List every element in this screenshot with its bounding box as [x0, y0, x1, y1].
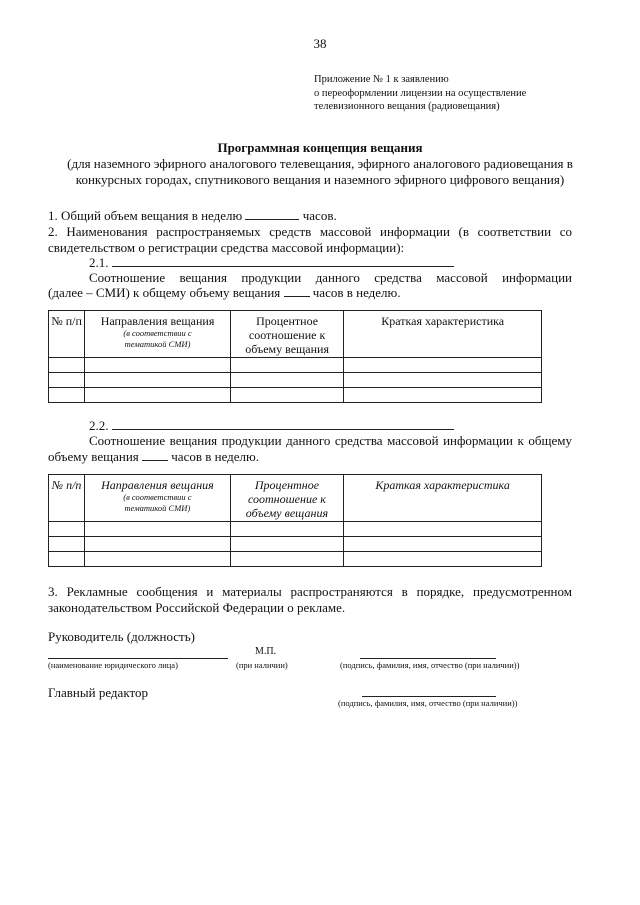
header-direction-note: (в соответствии с тематикой СМИ) — [123, 328, 192, 349]
section-1-volume — [48, 208, 337, 224]
table-row — [49, 358, 542, 373]
head-label: Руководитель (должность) — [48, 629, 195, 644]
header-description: Краткая характеристика — [344, 311, 542, 358]
cell-empty[interactable] — [49, 552, 85, 567]
cell-empty[interactable] — [344, 373, 542, 388]
header-direction — [85, 475, 230, 522]
item-2-2-number: 2.2. — [89, 418, 109, 433]
document-title: Программная концепция вещания — [217, 140, 423, 155]
cell-empty[interactable] — [85, 373, 231, 388]
legal-entity-field[interactable] — [48, 658, 228, 659]
hours-per-week-field[interactable] — [245, 208, 299, 220]
hours-field-2-2[interactable] — [142, 449, 168, 461]
table-row — [49, 552, 542, 567]
header-description: Краткая характеристика — [344, 475, 542, 522]
table-row — [49, 537, 542, 552]
subtitle-line-1: (для наземного эфирного аналогового телевещания, эфирного аналогового радиовещания в — [67, 156, 573, 171]
item-2-2-ratio-prefix: объему вещания — [48, 449, 139, 464]
stamp-label: М.П. — [255, 646, 277, 657]
broadcast-table-2 — [48, 474, 542, 567]
cell-empty[interactable] — [49, 358, 85, 373]
item-2-1-ratio-suffix: часов в неделю. — [312, 285, 401, 300]
item-2-1 — [89, 255, 454, 271]
document-subtitle — [40, 156, 600, 188]
cell-empty[interactable] — [49, 522, 85, 537]
cell-empty[interactable] — [344, 358, 542, 373]
editor-signature-field[interactable] — [362, 696, 496, 697]
appendix-note — [314, 73, 614, 114]
cell-empty[interactable] — [344, 537, 542, 552]
head-signature-caption: (подпись, фамилия, имя, отчество (при наличии)) — [340, 660, 520, 670]
cell-empty[interactable] — [230, 537, 344, 552]
cell-empty[interactable] — [85, 358, 231, 373]
stamp-caption: (при наличии) — [236, 660, 288, 670]
cell-empty[interactable] — [230, 522, 344, 537]
cell-empty[interactable] — [49, 373, 85, 388]
section-2-line-2: свидетельством о регистрации средства массовой информации): — [48, 240, 405, 255]
cell-empty[interactable] — [344, 552, 542, 567]
appendix-line-3: телевизионного вещания (радиовещания) — [314, 101, 500, 112]
item-2-2-ratio-suffix: часов в неделю. — [171, 449, 260, 464]
appendix-line-1: Приложение № 1 к заявлению — [314, 74, 449, 85]
cell-empty[interactable] — [230, 373, 344, 388]
header-direction-note: (в соответствии с тематикой СМИ) — [123, 492, 192, 513]
media-name-field-2-1[interactable] — [112, 255, 454, 267]
hours-field-2-1[interactable] — [284, 285, 310, 297]
item-2-1-ratio-line-1: Соотношение вещания продукции данного средства массовой информации — [89, 270, 572, 285]
section-1-suffix: часов. — [302, 208, 337, 223]
cell-empty[interactable] — [49, 388, 85, 403]
appendix-line-2: о переоформлении лицензии на осуществление — [314, 87, 527, 99]
cell-empty[interactable] — [230, 358, 344, 373]
header-percent: Процентное соотношение к объему вещания — [230, 475, 344, 522]
cell-empty[interactable] — [344, 522, 542, 537]
editor-label: Главный редактор — [48, 685, 148, 700]
cell-empty[interactable] — [230, 388, 344, 403]
item-2-1-ratio-prefix: (далее – СМИ) к общему объему вещания — [48, 285, 281, 300]
item-2-1-ratio-line-2 — [48, 285, 401, 301]
head-signature-field[interactable] — [360, 658, 496, 659]
subtitle-line-2: конкурсных городах, спутникового вещания и наземного эфирного цифрового вещания) — [75, 172, 565, 187]
header-num: № п/п — [49, 475, 85, 522]
editor-signature-caption: (подпись, фамилия, имя, отчество (при наличии)) — [338, 698, 518, 708]
table-row — [49, 373, 542, 388]
header-percent: Процентное соотношение к объему вещания — [230, 311, 344, 358]
cell-empty[interactable] — [85, 388, 231, 403]
cell-empty[interactable] — [85, 537, 230, 552]
legal-entity-caption: (наименование юридического лица) — [48, 660, 178, 670]
section-3-line-1: 3. Рекламные сообщения и материалы распространяются в порядке, предусмотренном — [48, 584, 572, 599]
item-2-2-ratio-line-1: Соотношение вещания продукции данного средства массовой информации к общему — [89, 433, 572, 448]
item-2-2 — [89, 418, 454, 434]
section-1-prefix: 1. Общий объем вещания в неделю — [48, 208, 243, 223]
cell-empty[interactable] — [85, 522, 230, 537]
cell-empty[interactable] — [85, 552, 230, 567]
header-direction — [85, 311, 231, 358]
header-direction-title: Направления вещания — [100, 314, 215, 328]
header-direction-title: Направления вещания — [101, 478, 214, 492]
table-header-row — [49, 475, 542, 522]
section-2-line-1: 2. Наименования распространяемых средств массовой информации (в соответствии со — [48, 224, 572, 239]
item-2-1-number: 2.1. — [89, 255, 109, 270]
broadcast-table-1 — [48, 310, 542, 403]
item-2-2-ratio-line-2 — [48, 449, 259, 465]
table-row — [49, 388, 542, 403]
header-num: № п/п — [49, 311, 85, 358]
cell-empty[interactable] — [49, 537, 85, 552]
section-3-line-2: законодательством Российской Федерации о рекламе. — [48, 600, 346, 615]
media-name-field-2-2[interactable] — [112, 418, 454, 430]
page-number: 38 — [313, 36, 327, 51]
table-row — [49, 522, 542, 537]
table-header-row — [49, 311, 542, 358]
cell-empty[interactable] — [230, 552, 344, 567]
cell-empty[interactable] — [344, 388, 542, 403]
